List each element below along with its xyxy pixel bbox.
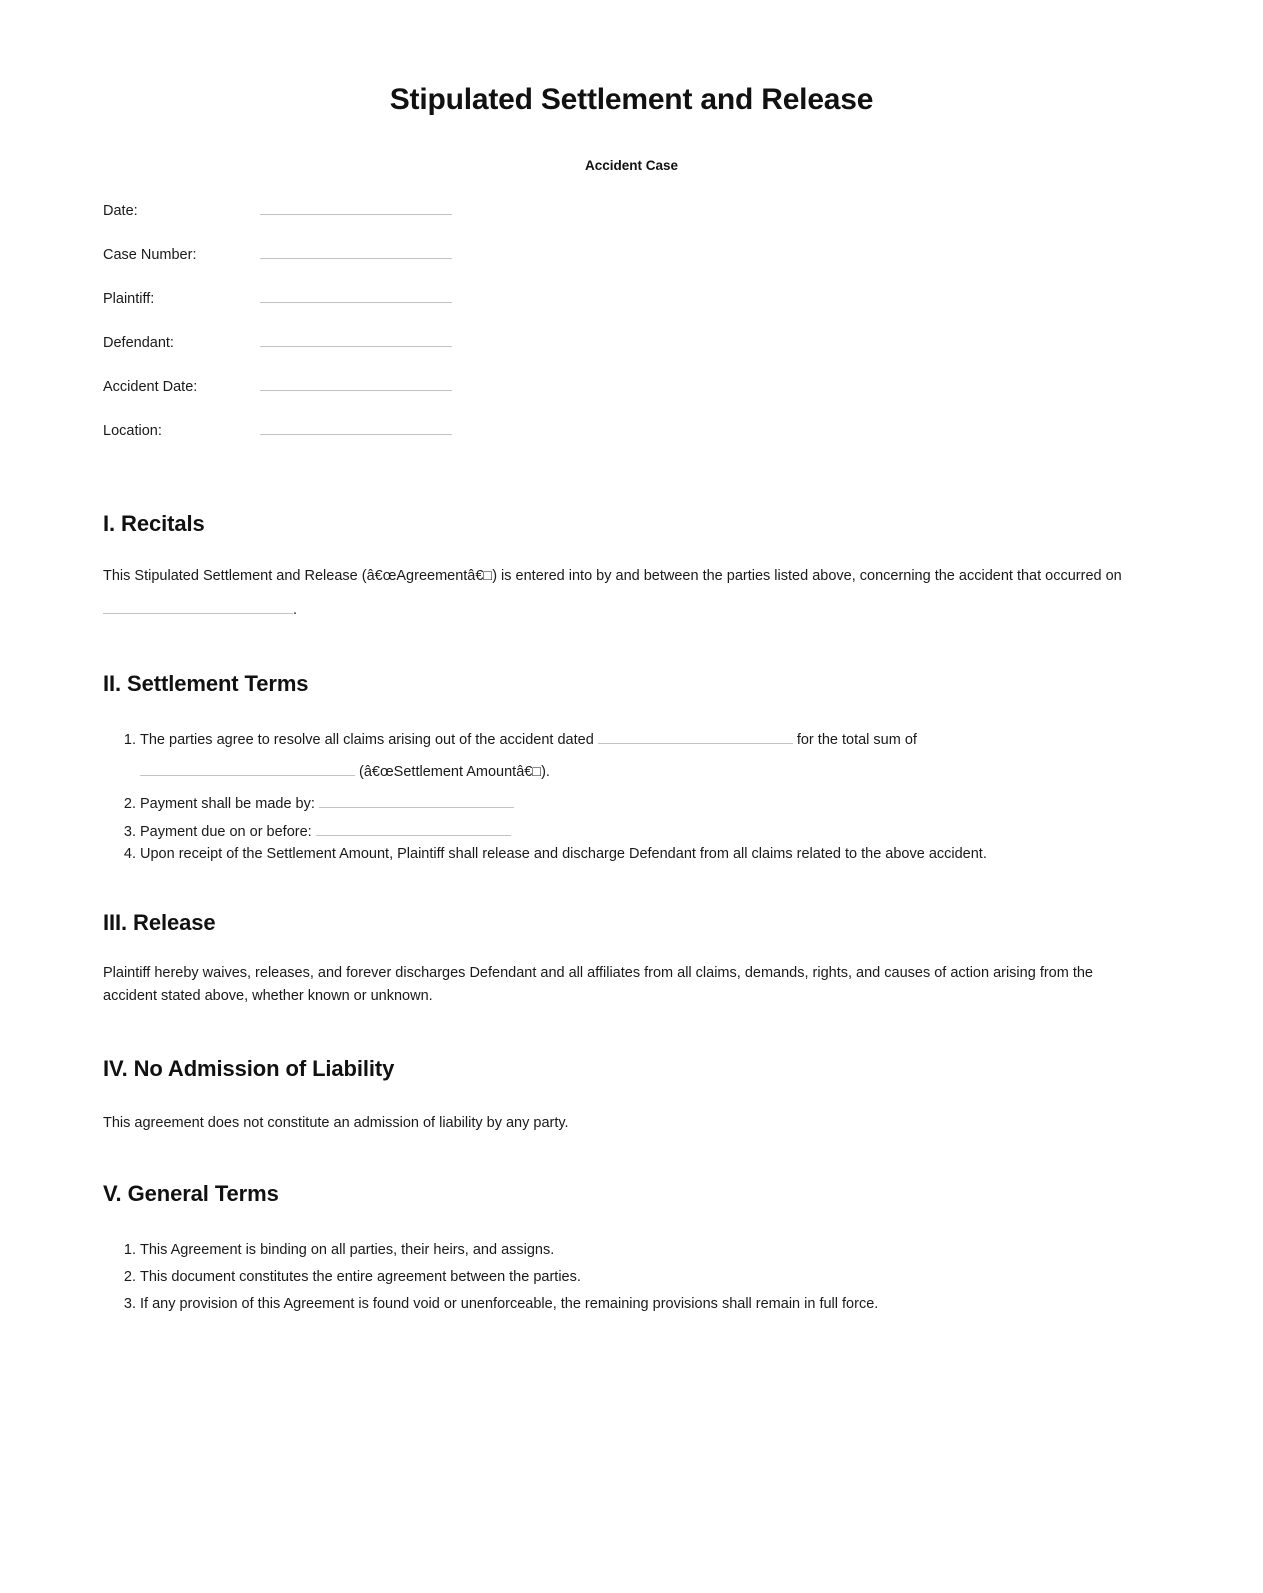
no-admission-paragraph: This agreement does not constitute an admission of liability by any party.: [103, 1115, 569, 1132]
settlement-item1-part2: for the total sum of: [796, 732, 917, 749]
field-label-plaintiff: Plaintiff:: [103, 291, 155, 307]
field-input-case-number[interactable]: [260, 243, 452, 259]
form-field-row-location: [103, 419, 1160, 463]
settlement-amount-blank[interactable]: [140, 762, 355, 776]
list-item: [140, 789, 1130, 821]
release-paragraph: Plaintiff hereby waives, releases, and forever discharges Defendant and all affiliates from all claims, demands, rights, and causes of action arising from the accident stated above, whether known or unknown.: [103, 964, 1094, 1004]
document-title: Stipulated Settlement and Release: [389, 83, 874, 116]
form-field-row-defendant: [103, 331, 1160, 375]
list-item: 3. If any provision of this Agreement is found void or unenforceable, the remaining provisions shall remain in full force.: [140, 1291, 1130, 1318]
settlement-item1-part3: (â€œSettlement Amountâ€□).: [359, 764, 550, 781]
settlement-terms-list: [103, 725, 1160, 866]
settlement-item2-text: Payment shall be made by:: [140, 795, 315, 812]
settlement-item4-text: Upon receipt of the Settlement Amount, Plaintiff shall release and discharge Defendant from all claims related to the above accident.: [140, 846, 987, 863]
recitals-paragraph: [103, 559, 1129, 627]
payment-due-date-blank[interactable]: [316, 822, 511, 836]
field-label-case-number: Case Number:: [103, 247, 197, 263]
list-item: [140, 821, 1130, 843]
field-label-accident-date: Accident Date:: [103, 379, 198, 395]
field-input-accident-date[interactable]: [260, 375, 452, 391]
section-heading-general-terms: V. General Terms: [103, 1181, 279, 1207]
field-label-location: Location:: [103, 423, 162, 439]
form-field-row-case-number: [103, 243, 1160, 287]
field-input-location[interactable]: [260, 419, 452, 435]
recitals-text: This Stipulated Settlement and Release (â€œAgreementâ€□) is entered into by and between the parties listed above, concerning the accident that occurred on: [103, 568, 1122, 584]
list-item: 2. This document constitutes the entire agreement between the parties.: [140, 1264, 1130, 1291]
field-label-date: Date:: [103, 203, 138, 219]
list-item: 1. This Agreement is binding on all parties, their heirs, and assigns.: [140, 1237, 1130, 1264]
form-field-row-accident-date: [103, 375, 1160, 419]
field-label-defendant: Defendant:: [103, 335, 174, 351]
field-input-plaintiff[interactable]: [260, 287, 452, 303]
recitals-text-tail: .: [293, 602, 298, 619]
settlement-item3-text: Payment due on or before:: [140, 823, 312, 840]
section-heading-release: III. Release: [103, 909, 216, 935]
payment-method-blank[interactable]: [319, 794, 514, 808]
settlement-item1-part1: The parties agree to resolve all claims arising out of the accident dated: [140, 732, 594, 749]
form-field-row-plaintiff: [103, 287, 1160, 331]
form-field-row-date: [103, 199, 1160, 243]
section-heading-recitals: I. Recitals: [103, 511, 205, 536]
section-heading-no-admission: IV. No Admission of Liability: [103, 1056, 395, 1082]
list-item: [140, 843, 1130, 865]
recitals-accident-date-blank[interactable]: [103, 600, 293, 614]
settlement-accident-date-blank[interactable]: [598, 730, 793, 744]
field-input-defendant[interactable]: [260, 331, 452, 347]
list-item: [140, 725, 1130, 789]
general-terms-list: [103, 1237, 1160, 1317]
document-subtitle: Accident Case: [584, 158, 679, 173]
section-heading-settlement-terms: II. Settlement Terms: [103, 671, 309, 697]
form-fields-block: [103, 199, 1160, 463]
field-input-date[interactable]: [260, 199, 452, 215]
